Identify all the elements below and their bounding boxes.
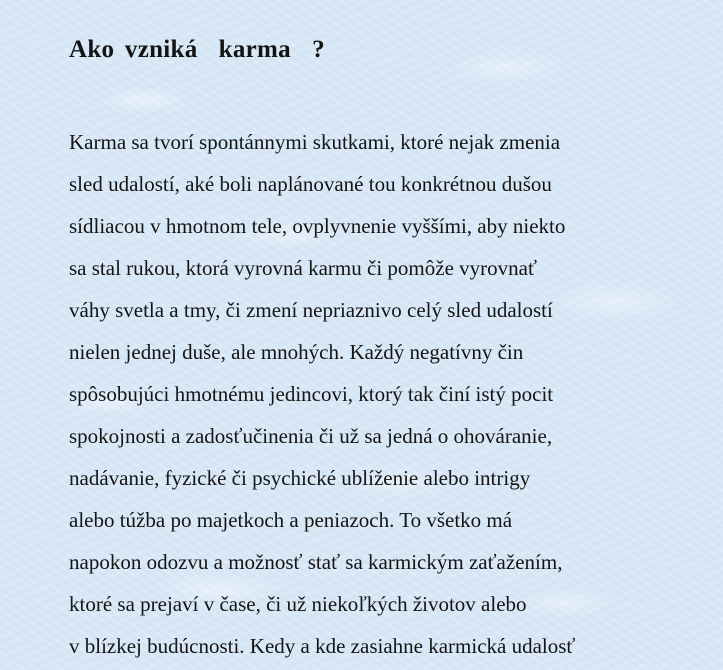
document-page bbox=[69, 0, 709, 670]
page-title: Ako vzniká karma ? bbox=[69, 36, 325, 63]
text-line: v blízkej budúcnosti. Kedy a kde zasiahne karmická udalosť bbox=[69, 634, 576, 658]
text-line: ktoré sa prejaví v čase, či už niekoľkých životov alebo bbox=[69, 592, 527, 616]
text-line: spokojnosti a zadosťučinenia či už sa jedná o ohováranie, bbox=[69, 424, 553, 448]
text-line: sled udalostí, aké boli naplánované tou konkrétnou dušou bbox=[69, 172, 552, 196]
text-line: nielen jednej duše, ale mnohých. Každý negatívny čin bbox=[69, 340, 524, 364]
text-line: napokon odozvu a možnosť stať sa karmickým zaťažením, bbox=[69, 550, 563, 574]
text-line: sa stal rukou, ktorá vyrovná karmu či pomôže vyrovnať bbox=[69, 256, 537, 280]
text-line: spôsobujúci hmotnému jedincovi, ktorý tak činí istý pocit bbox=[69, 382, 554, 406]
text-line: nadávanie, fyzické či psychické ublíženie alebo intrigy bbox=[69, 466, 531, 490]
text-line: alebo túžba po majetkoch a peniazoch. To všetko má bbox=[69, 508, 513, 532]
body-paragraph bbox=[69, 121, 575, 667]
text-line: váhy svetla a tmy, či zmení nepriaznivo celý sled udalostí bbox=[69, 298, 553, 322]
text-line: sídliacou v hmotnom tele, ovplyvnenie vyššími, aby niekto bbox=[69, 214, 566, 238]
text-line: Karma sa tvorí spontánnymi skutkami, ktoré nejak zmenia bbox=[69, 130, 561, 154]
